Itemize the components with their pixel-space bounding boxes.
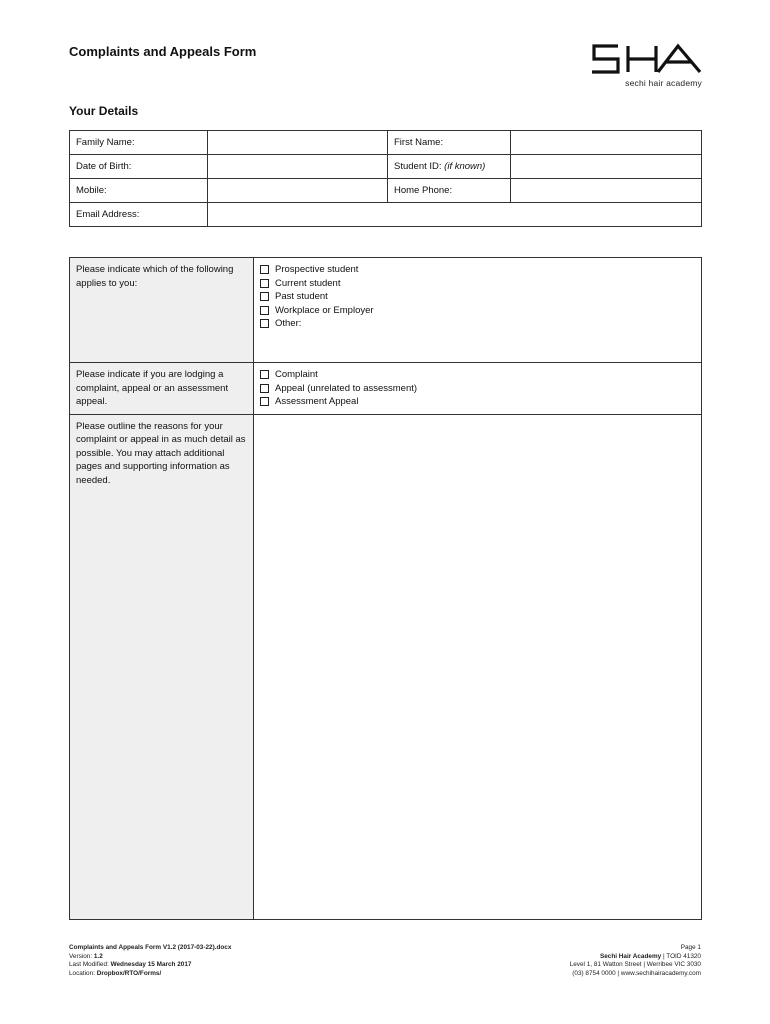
option-assessment-appeal[interactable] <box>260 395 695 409</box>
option-appeal[interactable] <box>260 382 695 396</box>
details-table <box>69 130 702 227</box>
checkbox-icon[interactable] <box>260 319 269 328</box>
checkbox-icon[interactable] <box>260 265 269 274</box>
home-phone-label: Home Phone: <box>388 179 511 203</box>
option-prospective[interactable] <box>260 263 695 277</box>
checkbox-icon[interactable] <box>260 279 269 288</box>
applies-question: Please indicate which of the following applies to you: <box>70 258 254 363</box>
table-row <box>70 203 702 227</box>
option-label: Workplace or Employer <box>275 304 374 316</box>
mobile-field[interactable] <box>208 179 388 203</box>
student-id-label-cell <box>388 155 511 179</box>
checkbox-icon[interactable] <box>260 384 269 393</box>
footer-address: Level 1, 81 Watton Street | Werribee VIC 3030 <box>569 961 701 969</box>
footer-location: Location: Dropbox/RTO/Forms/ <box>69 969 162 977</box>
family-name-label: Family Name: <box>70 131 208 155</box>
table-row <box>70 363 702 415</box>
option-label: Past student <box>275 291 328 302</box>
dob-label: Date of Birth: <box>70 155 208 179</box>
table-row <box>70 179 702 203</box>
family-name-field[interactable] <box>208 131 388 155</box>
footer-filename: Complaints and Appeals Form V1.2 (2017-03-22).docx <box>69 944 232 951</box>
applies-options <box>254 258 702 363</box>
option-label: Assessment Appeal <box>275 396 359 407</box>
checkbox-icon[interactable] <box>260 397 269 406</box>
table-row <box>70 414 702 919</box>
student-id-field[interactable] <box>511 155 702 179</box>
table-row <box>70 258 702 363</box>
lodging-options <box>254 363 702 415</box>
option-other[interactable] <box>260 317 695 331</box>
option-label: Appeal (unrelated to assessment) <box>275 382 418 394</box>
table-row <box>70 131 702 155</box>
lodging-question: Please indicate if you are lodging a complaint, appeal or an assessment appeal. <box>70 363 254 415</box>
reasons-question: Please outline the reasons for your complaint or appeal in as much detail as possible. You may attach additional pages and supporting information as needed. <box>70 414 254 919</box>
checkbox-icon[interactable] <box>260 292 269 301</box>
option-label: Complaint <box>275 369 318 380</box>
your-details-heading: Your Details <box>69 104 139 118</box>
footer-org: Sechi Hair Academy | TOID 41320 <box>599 952 701 960</box>
first-name-label: First Name: <box>388 131 511 155</box>
logo-tagline: sechi hair academy <box>625 78 702 88</box>
option-complaint[interactable] <box>260 368 695 382</box>
footer-modified: Last Modified: Wednesday 15 March 2017 <box>69 961 192 969</box>
option-label: Current student <box>275 277 341 289</box>
footer-contact: (03) 8754 0000 | www.sechihairacademy.com <box>572 969 701 977</box>
first-name-field[interactable] <box>511 131 702 155</box>
checkbox-icon[interactable] <box>260 370 269 379</box>
dob-field[interactable] <box>208 155 388 179</box>
option-current[interactable] <box>260 277 695 291</box>
footer-version: Version: 1.2 <box>69 952 103 960</box>
option-workplace[interactable] <box>260 304 695 318</box>
footer-left <box>69 944 231 978</box>
table-row <box>70 155 702 179</box>
complaint-table <box>69 257 702 920</box>
footer-page: Page 1 <box>680 944 701 951</box>
footer-right <box>570 944 701 978</box>
option-past[interactable] <box>260 290 695 304</box>
email-label: Email Address: <box>70 203 208 227</box>
option-label: Prospective student <box>275 264 359 275</box>
student-id-label: Student ID: <box>394 161 442 172</box>
option-label: Other: <box>275 318 302 329</box>
email-field[interactable] <box>208 203 702 227</box>
reasons-field[interactable] <box>254 414 702 919</box>
form-title: Complaints and Appeals Form <box>69 44 257 59</box>
home-phone-field[interactable] <box>511 179 702 203</box>
student-id-hint: (if known) <box>444 161 486 172</box>
mobile-label: Mobile: <box>70 179 208 203</box>
checkbox-icon[interactable] <box>260 306 269 315</box>
